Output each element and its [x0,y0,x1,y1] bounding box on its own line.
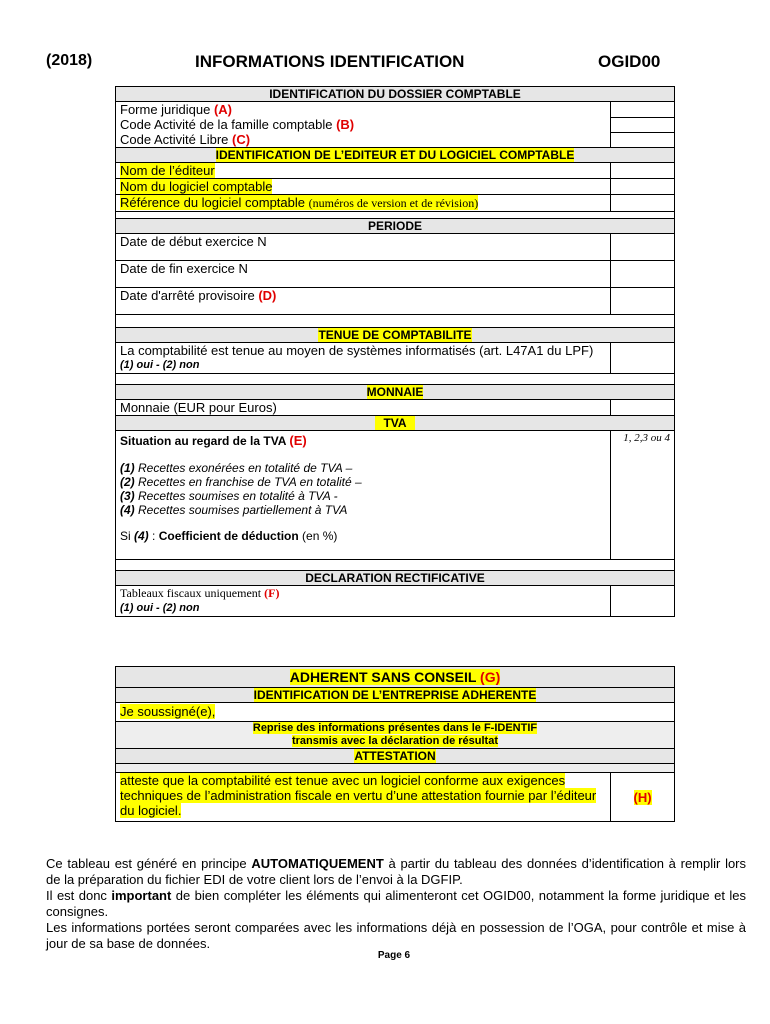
value-reference-logiciel[interactable] [611,195,675,212]
section-entreprise-title: IDENTIFICATION DE L’ENTREPRISE ADHERENTE [116,688,675,703]
row-tenue: La comptabilité est tenue au moyen de systèmes informatisés (art. L47A1 du LPF) (1) oui - (2) non [116,343,611,374]
row-nom-logiciel: Nom du logiciel comptable [116,179,611,195]
row-attestation: atteste que la comptabilité est tenue avec un logiciel conforme aux exigences techniques de l’administration fiscale en vertu d’une attestation fournie par l’éditeur du logiciel. [116,773,611,822]
section-attestation-title: ATTESTATION [116,749,675,764]
value-monnaie[interactable] [611,400,675,416]
attestation-tag: (H) [611,773,675,822]
row-forme-juridique: Forme juridique (A) [116,102,611,118]
row-code-activite: Code Activité de la famille comptable (B) [116,117,611,132]
value-date-debut[interactable] [611,234,675,261]
section-adherent-title: ADHERENT SANS CONSEIL (G) [116,667,675,688]
row-code-activite-libre: Code Activité Libre (C) [116,132,611,148]
section-monnaie-title: MONNAIE [116,385,675,400]
value-code-activite[interactable] [611,117,675,132]
section-periode-title: PERIODE [116,219,675,234]
row-rectificative: Tableaux fiscaux uniquement (F) (1) oui - (2) non [116,586,611,617]
value-rectificative[interactable] [611,586,675,617]
row-reference-logiciel: Référence du logiciel comptable (numéros de version et de révision) [116,195,611,212]
footer-paragraph-3: Les informations portées seront comparées avec les informations déjà en possession de l’OGA, pour contrôle et mise à jour de sa base de données. [46,920,746,951]
year: (2018) [46,52,93,69]
section-editeur-title: IDENTIFICATION DE L’EDITEUR ET DU LOGICIEL COMPTABLE [116,148,675,163]
section-dossier-title: IDENTIFICATION DU DOSSIER COMPTABLE [116,87,675,102]
adherent-table [115,666,675,822]
footer-paragraph-2: Il est donc important de bien compléter les éléments qui alimenteront cet OGID00, notamment la forme juridique et les consignes. [46,888,746,919]
row-tva: Situation au regard de la TVA (E) (1) Recettes exonérées en totalité de TVA – (2) Recettes en franchise de TVA en totalité – (3) Recettes soumises en totalité à TVA - (4) Recettes soumises partiellement à TVA Si (4) : Coefficient de déduction (en %) [116,431,611,560]
footer-paragraph-1: Ce tableau est généré en principe AUTOMATIQUEMENT à partir du tableau des données d’identification à remplir lors de la préparation du fichier EDI de votre client lors de l’envoi à la DGFIP. [46,856,747,887]
value-tenue[interactable] [611,343,675,374]
section-tenue-title: TENUE DE COMPTABILITE [116,328,675,343]
value-nom-logiciel[interactable] [611,179,675,195]
identification-table [115,86,675,617]
value-forme-juridique[interactable] [611,102,675,118]
row-soussigne: Je soussigné(e), [116,703,675,722]
value-code-activite-libre[interactable] [611,132,675,148]
value-date-arrete[interactable] [611,288,675,315]
row-date-arrete: Date d'arrêté provisoire (D) [116,288,611,315]
row-date-debut: Date de début exercice N [116,234,611,261]
row-nom-editeur: Nom de l’éditeur [116,163,611,179]
value-date-fin[interactable] [611,261,675,288]
row-monnaie: Monnaie (EUR pour Euros) [116,400,611,416]
row-date-fin: Date de fin exercice N [116,261,611,288]
section-tva-title: TVA [116,416,675,431]
section-rectificative-title: DECLARATION RECTIFICATIVE [116,571,675,586]
form-code: OGID00 [598,52,661,71]
reprise-note: Reprise des informations présentes dans le F-IDENTIF transmis avec la déclaration de résultat [116,722,675,749]
value-tva[interactable]: 1, 2,3 ou 4 [611,431,675,560]
page-title: INFORMATIONS IDENTIFICATION [195,52,465,71]
page-number: Page 6 [377,950,411,961]
value-nom-editeur[interactable] [611,163,675,179]
